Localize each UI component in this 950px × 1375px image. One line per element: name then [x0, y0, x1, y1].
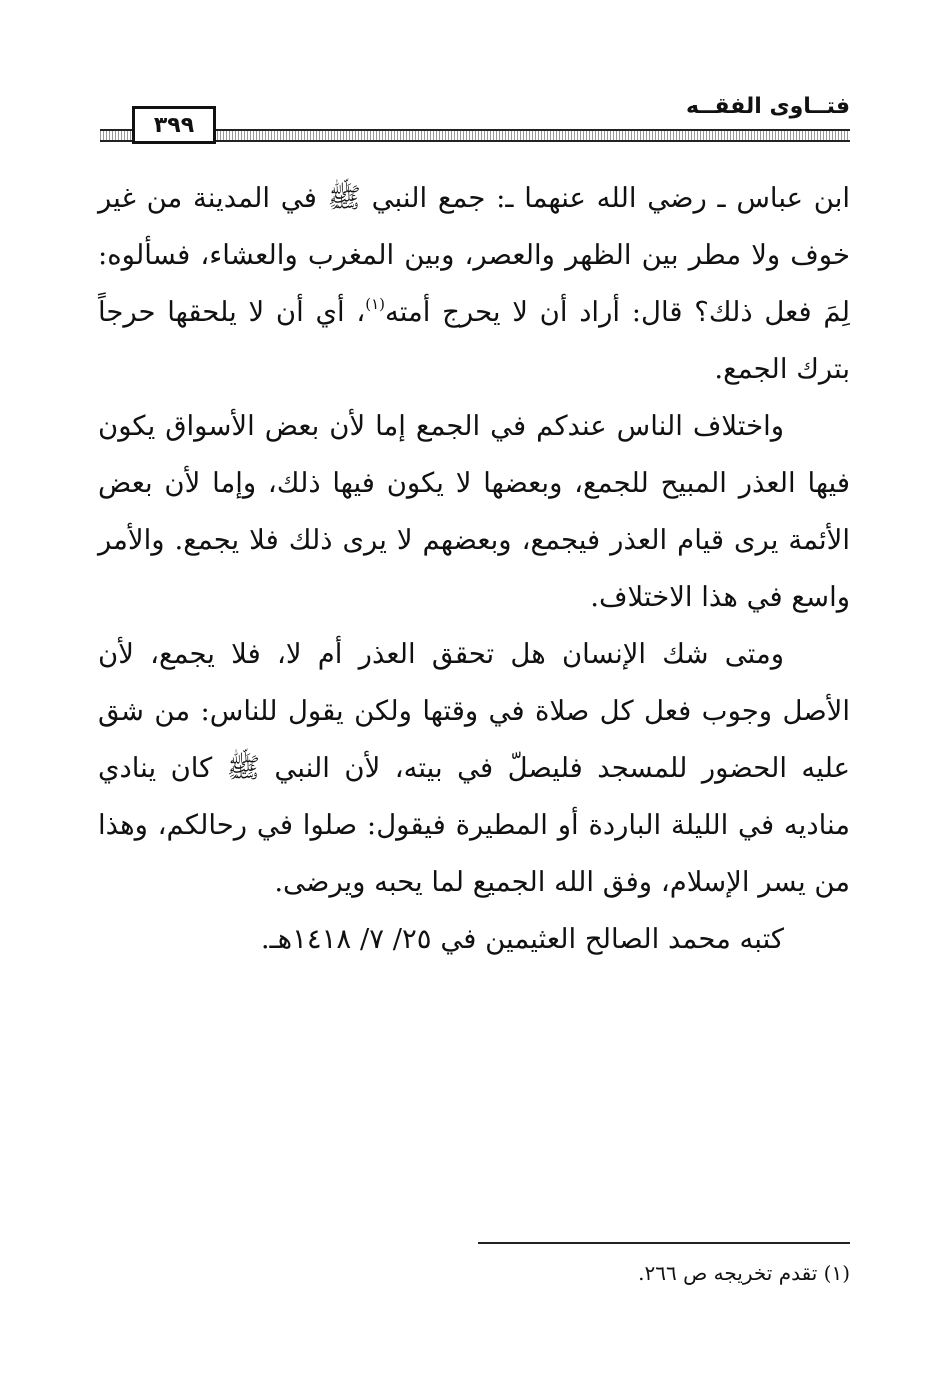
running-title: فتــاوى الفقــه — [685, 94, 850, 119]
paragraph-3: ومتى شك الإنسان هل تحقق العذر أم لا، فلا يجمع، لأن الأصل وجوب فعل كل صلاة في وقتها ولكن يقول للناس: من شق عليه الحضور للمسجد فليصلّ في بيته، لأن النبي ﷺ كان ينادي مناديه في الليلة الباردة أو المطيرة فيقول: صلوا في رحالكم، وهذا من يسر الإسلام، وفق الله الجميع لما يحبه ويرضى. — [98, 638, 850, 898]
footnote-text: تقدم تخريجه ص ٢٦٦. — [638, 1261, 818, 1285]
paragraph-2: واختلاف الناس عندكم في الجمع إما لأن بعض الأسواق يكون فيها العذر المبيح للجمع، وبعضها لا يكون فيها ذلك، وإما لأن بعض الأئمة يرى قيام العذر فيجمع، وبعضهم لا يرى ذلك فلا يجمع. والأمر واسع في هذا الاختلاف. — [98, 410, 850, 613]
footnote-rule — [478, 1242, 850, 1244]
main-text — [98, 170, 850, 968]
paragraph-1 — [98, 170, 850, 398]
signature-line: كتبه محمد الصالح العثيمين في ٢٥/ ٧/ ١٤١٨هـ. — [260, 923, 784, 955]
page-number: ٣٩٩ — [132, 106, 216, 144]
paragraph-1-text-a: ابن عباس ـ رضي الله عنهما ـ: جمع النبي ﷺ في المدينة من غير خوف ولا مطر بين الظهر والعصر، وبين المغرب والعشاء، فسألوه: لِمَ فعل ذلك؟ قال: أراد أن لا يحرج أمته — [98, 182, 850, 328]
paragraph-1-text-b: ، أي أن لا يلحقها حرجاً بترك الجمع. — [98, 296, 850, 385]
footnote — [98, 1256, 850, 1290]
footnote-marker: (١) — [365, 295, 386, 313]
footnote-number: (١) — [823, 1261, 850, 1285]
